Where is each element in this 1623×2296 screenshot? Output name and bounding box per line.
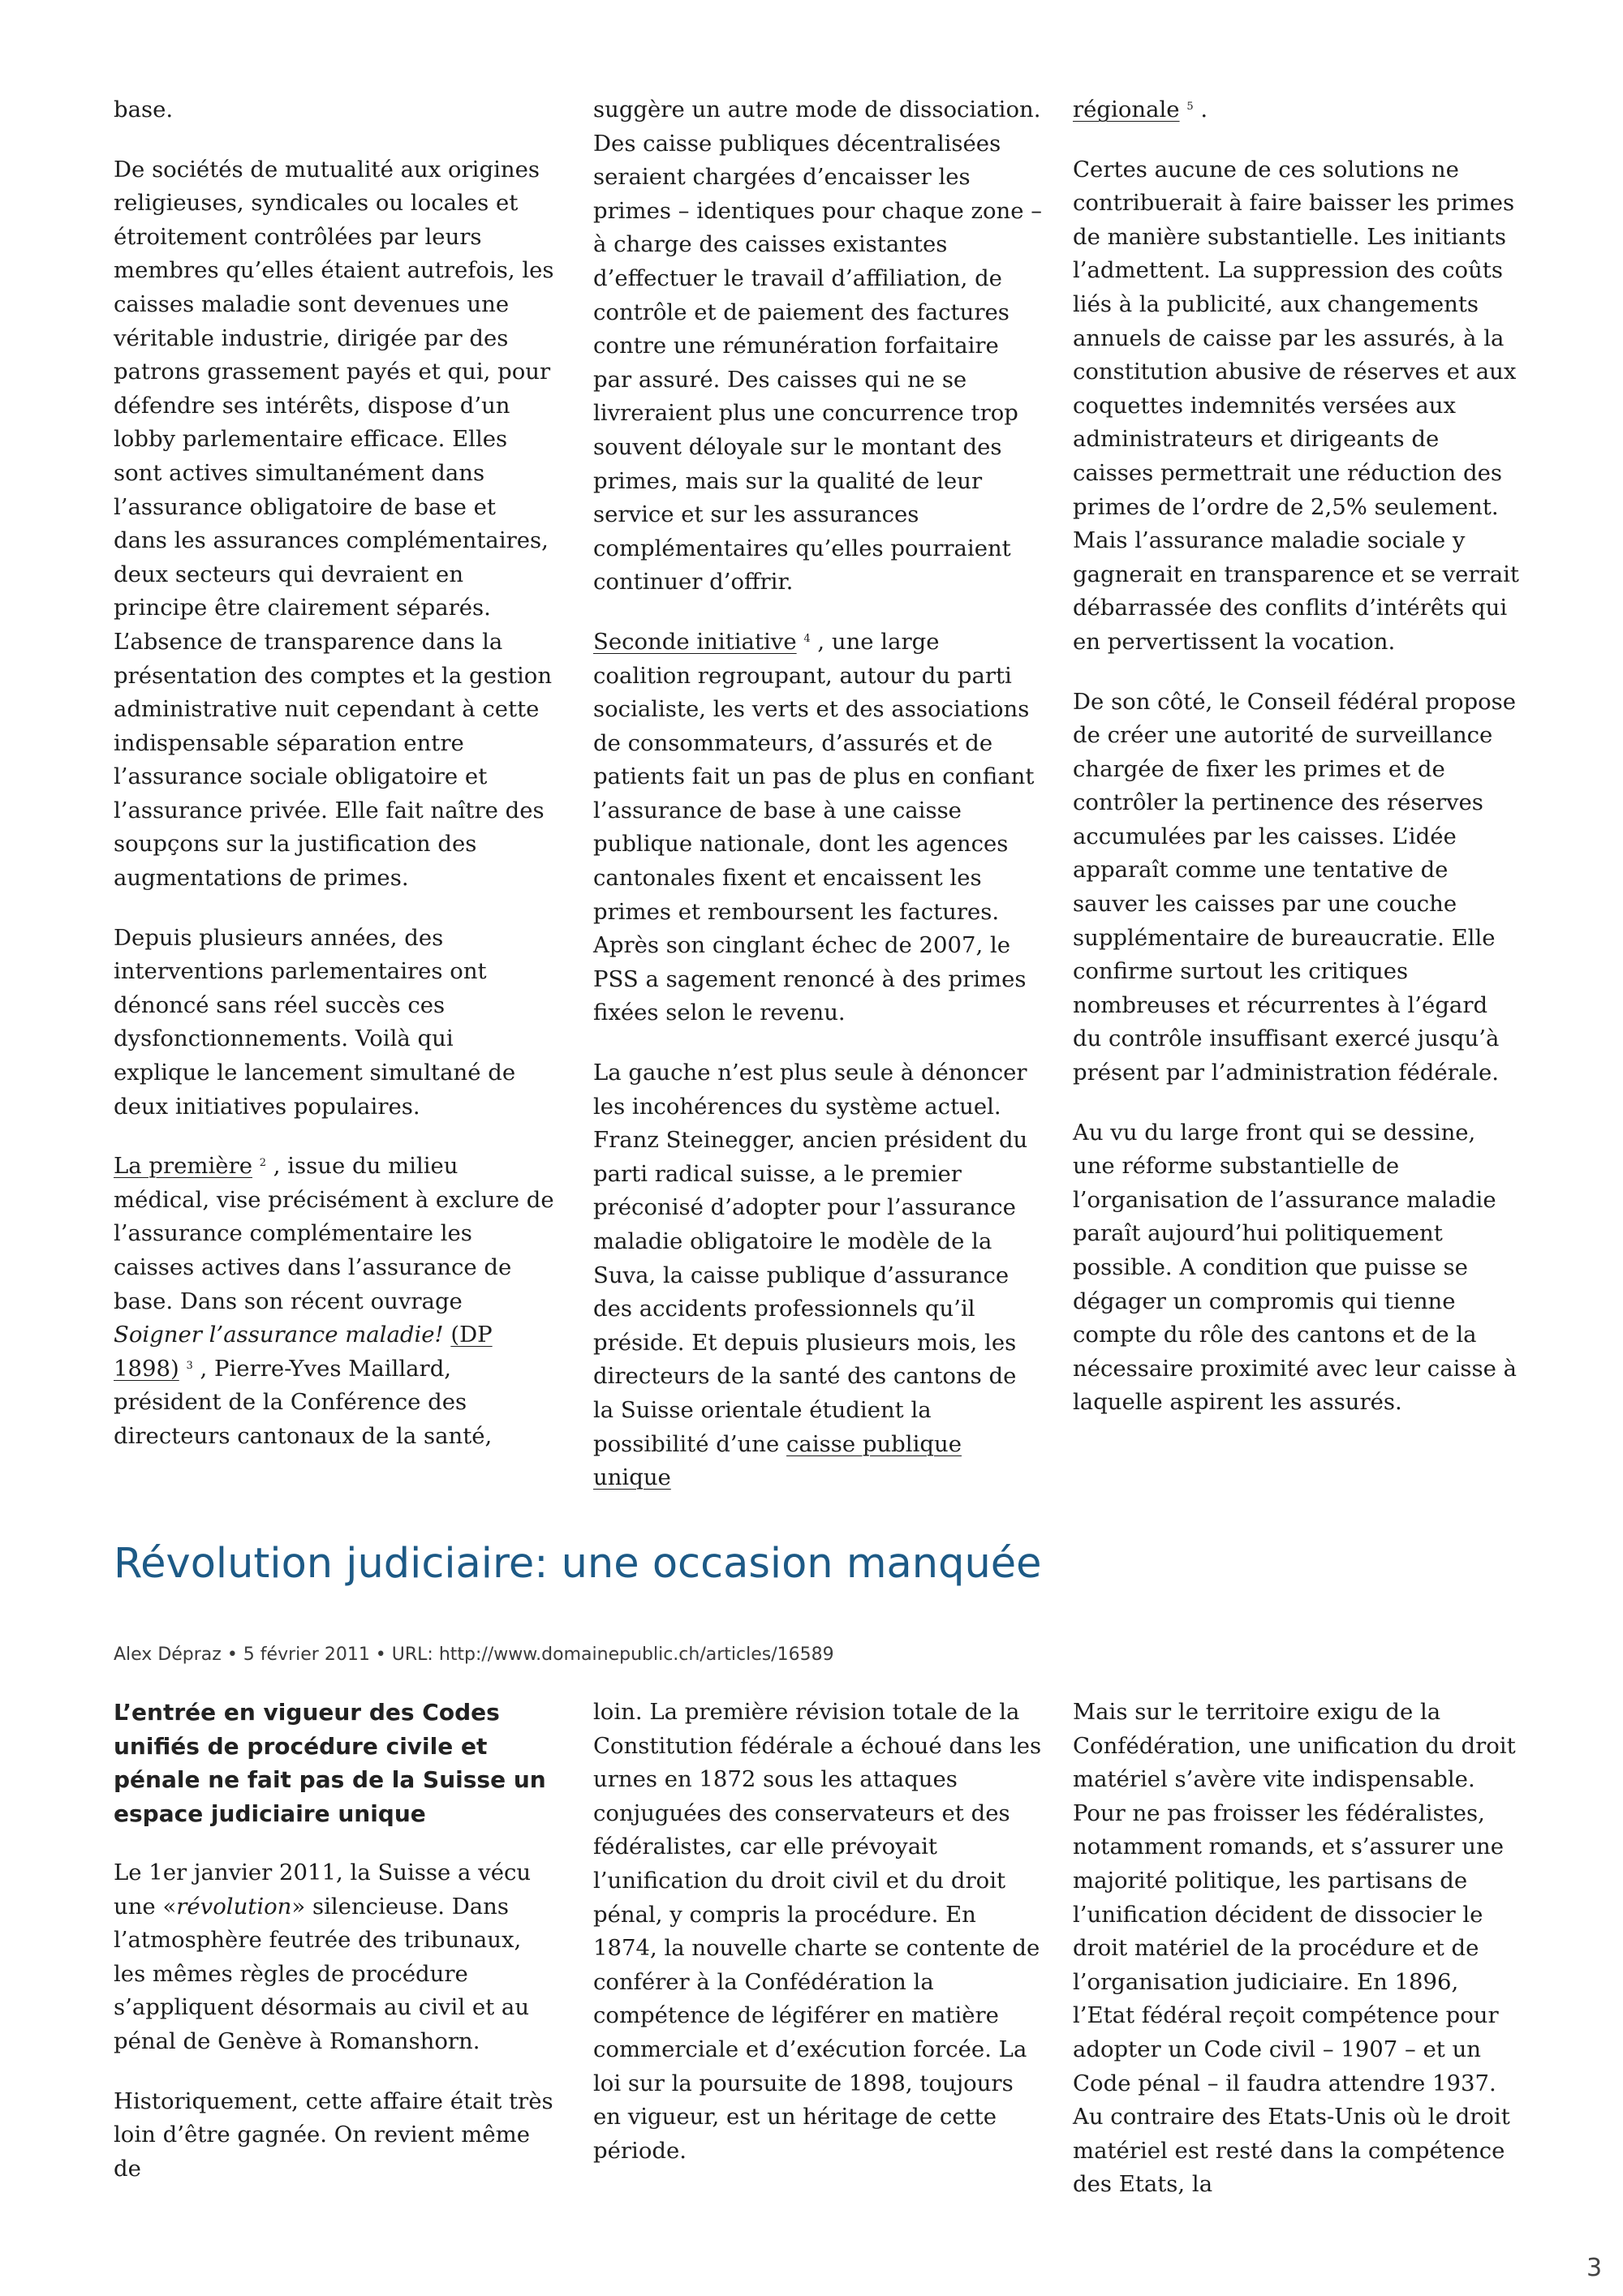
footnote-ref[interactable]: 3 (186, 1359, 193, 1372)
emphasis: révolution (176, 1893, 292, 1920)
paragraph (593, 626, 1044, 1030)
text-run: Le 1er janvier 2011, la Suisse a vécu une « (114, 1860, 532, 1920)
footnote-ref[interactable]: 2 (259, 1157, 267, 1170)
article1-column-3 (1073, 93, 1519, 1446)
article2-column-2 (593, 1696, 1044, 2194)
initiative-1-link[interactable]: La première (114, 1153, 252, 1180)
text-run: . (1200, 97, 1208, 123)
caisse-publique-link[interactable]: caisse publique unique (593, 1430, 962, 1491)
paragraph (114, 1150, 556, 1453)
article2-column-1 (114, 1696, 556, 2212)
paragraph: loin. La première révision totale de la Constitution fédérale a échoué dans les urnes en 1872 sous les attaques conjuguées des conservateurs et des fédéralistes, car elle prévoyait l’unification du droit civil et du droit pénal, y compris la procédure. En 1874, la nouvelle charte se contente de conférer à la Confédération la compétence de légiférer en matière commerciale et d’exécution forcée. La loi sur la poursuite de 1898, toujours en vigueur, est un héritage de cette période. (593, 1699, 1042, 2164)
article-title: Révolution judiciaire: une occasion manquée (114, 1540, 1042, 1588)
paragraph (593, 1056, 1044, 1495)
paragraph: suggère un autre mode de dissociation. Des caisse publiques décentralisées seraient chargées d’encaisser les primes – identiques pour chaque zone – à charge des caisses existantes d’effectuer le travail d’affiliation, de contrôle et de paiement des factures contre une rémunération forfaitaire par assuré. Des caisses qui ne se livreraient plus une concurrence trop souvent déloyale sur le montant des primes, mais sur la qualité de leur service et sur les assurances complémentaires qu’elles pourraient continuer d’offrir. (593, 97, 1043, 595)
footnote-ref[interactable]: 4 (803, 632, 811, 645)
footnote-ref[interactable]: 5 (1186, 101, 1194, 113)
text-run: La gauche n’est plus seule à dénoncer les incohérences du système actuel. Franz Steinegger, ancien président du parti radical suisse, a le premier préconisé d’adopter pour l’assurance maladie obligatoire le modèle de la Suva, la caisse publique d’assurance des accidents professionnels qu’il préside. Et depuis plusieurs mois, les directeurs de la santé des cantons de la Suisse orientale étudient la possibilité d’une (593, 1060, 1028, 1457)
paragraph: De sociétés de mutualité aux origines religieuses, syndicales ou locales et étroitement contrôlées par leurs membres qu’elles étaient autrefois, les caisses maladie sont devenues une véritable industrie, dirigée par des patrons grassement payés et qui, pour défendre ses intérêts, dispose d’un lobby parlementaire efficace. Elles sont actives simultanément dans l’assurance obligatoire de base et dans les assurances complémentaires, deux secteurs qui devraient en principe être clairement séparés. L’absence de transparence dans la présentation des comptes et la gestion administrative nuit cependant à cette indispensable séparation entre l’assurance sociale obligatoire et l’assurance privée. Elle fait naître des soupçons sur la justification des augmentations de primes. (114, 156, 554, 892)
article1-column-2 (593, 93, 1044, 1521)
article2-column-3 (1073, 1696, 1519, 2228)
paragraph: Certes aucune de ces solutions ne contribuerait à faire baisser les primes de manière substantielle. Les initiants l’admettent. La suppression des coûts liés à la publicité, aux changements annuels de caisse par les assurés, à la constitution abusive de réserves et aux coquettes indemnités versées aux administrateurs et dirigeants de caisses permettrait une réduction des primes de l’ordre de 2,5% seulement. Mais l’assurance maladie sociale y gagnerait en transparence et se verrait débarrassée des conflits d’intérêts qui en pervertissent la vocation. (1073, 156, 1519, 655)
article1-column-1 (114, 93, 556, 1480)
paragraph: Historiquement, cette affaire était très loin d’être gagnée. On revient même de (114, 2087, 553, 2182)
paragraph: Depuis plusieurs années, des interventions parlementaires ont dénoncé sans réel succès ces dysfonctionnements. Voilà qui explique le lancement simultané de deux initiatives populaires. (114, 924, 516, 1120)
text-run: , Pierre-Yves Maillard, président de la Conférence des directeurs cantonaux de la santé, (114, 1355, 493, 1449)
paragraph: De son côté, le Conseil fédéral propose de créer une autorité de surveillance chargée de fixer les primes et de contrôler la pertinence des réserves accumulées par les caisses. L’idée apparaît comme une tentative de sauver les caisses par une couche supplémentaire de bureaucratie. Elle confirme surtout les critiques nombreuses et récurrentes à l’égard du contrôle insuffisant exercé jusqu’à présent par l’administration fédérale. (1073, 688, 1517, 1086)
paragraph (1073, 93, 1519, 127)
regionale-link[interactable]: régionale (1073, 97, 1180, 123)
page-number: 3 (1586, 2254, 1603, 2282)
initiative-2-link[interactable]: Seconde initiative (593, 628, 797, 655)
dp-1898-link[interactable]: (DP 1898) (114, 1322, 493, 1382)
paragraph (114, 1856, 556, 2059)
text-run: , issue du milieu médical, vise précisément à exclure de l’assurance complémentaire les caisses actives dans l’assurance de base. Dans son récent ouvrage (114, 1153, 554, 1314)
paragraph: Mais sur le territoire exigu de la Confédération, une unification du droit matériel s’avère vite indispensable. Pour ne pas froisser les fédéralistes, notamment romands, et s’assurer une majorité politique, les partisans de l’unification décident de dissocier le droit matériel de la procédure et de l’organisation judiciaire. En 1896, l’Etat fédéral reçoit compétence pour adopter un Code civil – 1907 – et un Code pénal – il faudra attendre 1937. Au contraire des Etats-Unis où le droit matériel est resté dans la compétence des Etats, la (1073, 1699, 1516, 2198)
article-lead: L’entrée en vigueur des Codes unifiés de procédure civile et pénale ne fait pas de la Suisse un espace judiciaire unique (114, 1699, 546, 1827)
text-run: , une large coalition regroupant, autour du parti socialiste, les verts et des associations de consommateurs, d’assurés et de patients fait un pas de plus en confiant l’assurance de base à une caisse publique nationale, dont les agences cantonales fixent et encaissent les primes et remboursent les factures. Après son cinglant échec de 2007, le PSS a sagement renoncé à des primes fixées selon le revenu. (593, 628, 1035, 1026)
text-run: » silencieuse. Dans l’atmosphère feutrée des tribunaux, les mêmes règles de procédure s’appliquent désormais au civil et au pénal de Genève à Romanshorn. (114, 1893, 530, 2054)
book-title: Soigner l’assurance maladie! (114, 1322, 444, 1348)
article-byline: Alex Dépraz • 5 février 2011 • URL: http://www.domainepublic.ch/articles/16589 (114, 1645, 834, 1665)
paragraph: base. (114, 97, 174, 123)
paragraph: Au vu du large front qui se dessine, une réforme substantielle de l’organisation de l’assurance maladie paraît aujourd’hui politiquement possible. A condition que puisse se dégager un compromis qui tienne compte du rôle des cantons et de la nécessaire proximité avec leur caisse à laquelle aspirent les assurés. (1073, 1119, 1518, 1416)
